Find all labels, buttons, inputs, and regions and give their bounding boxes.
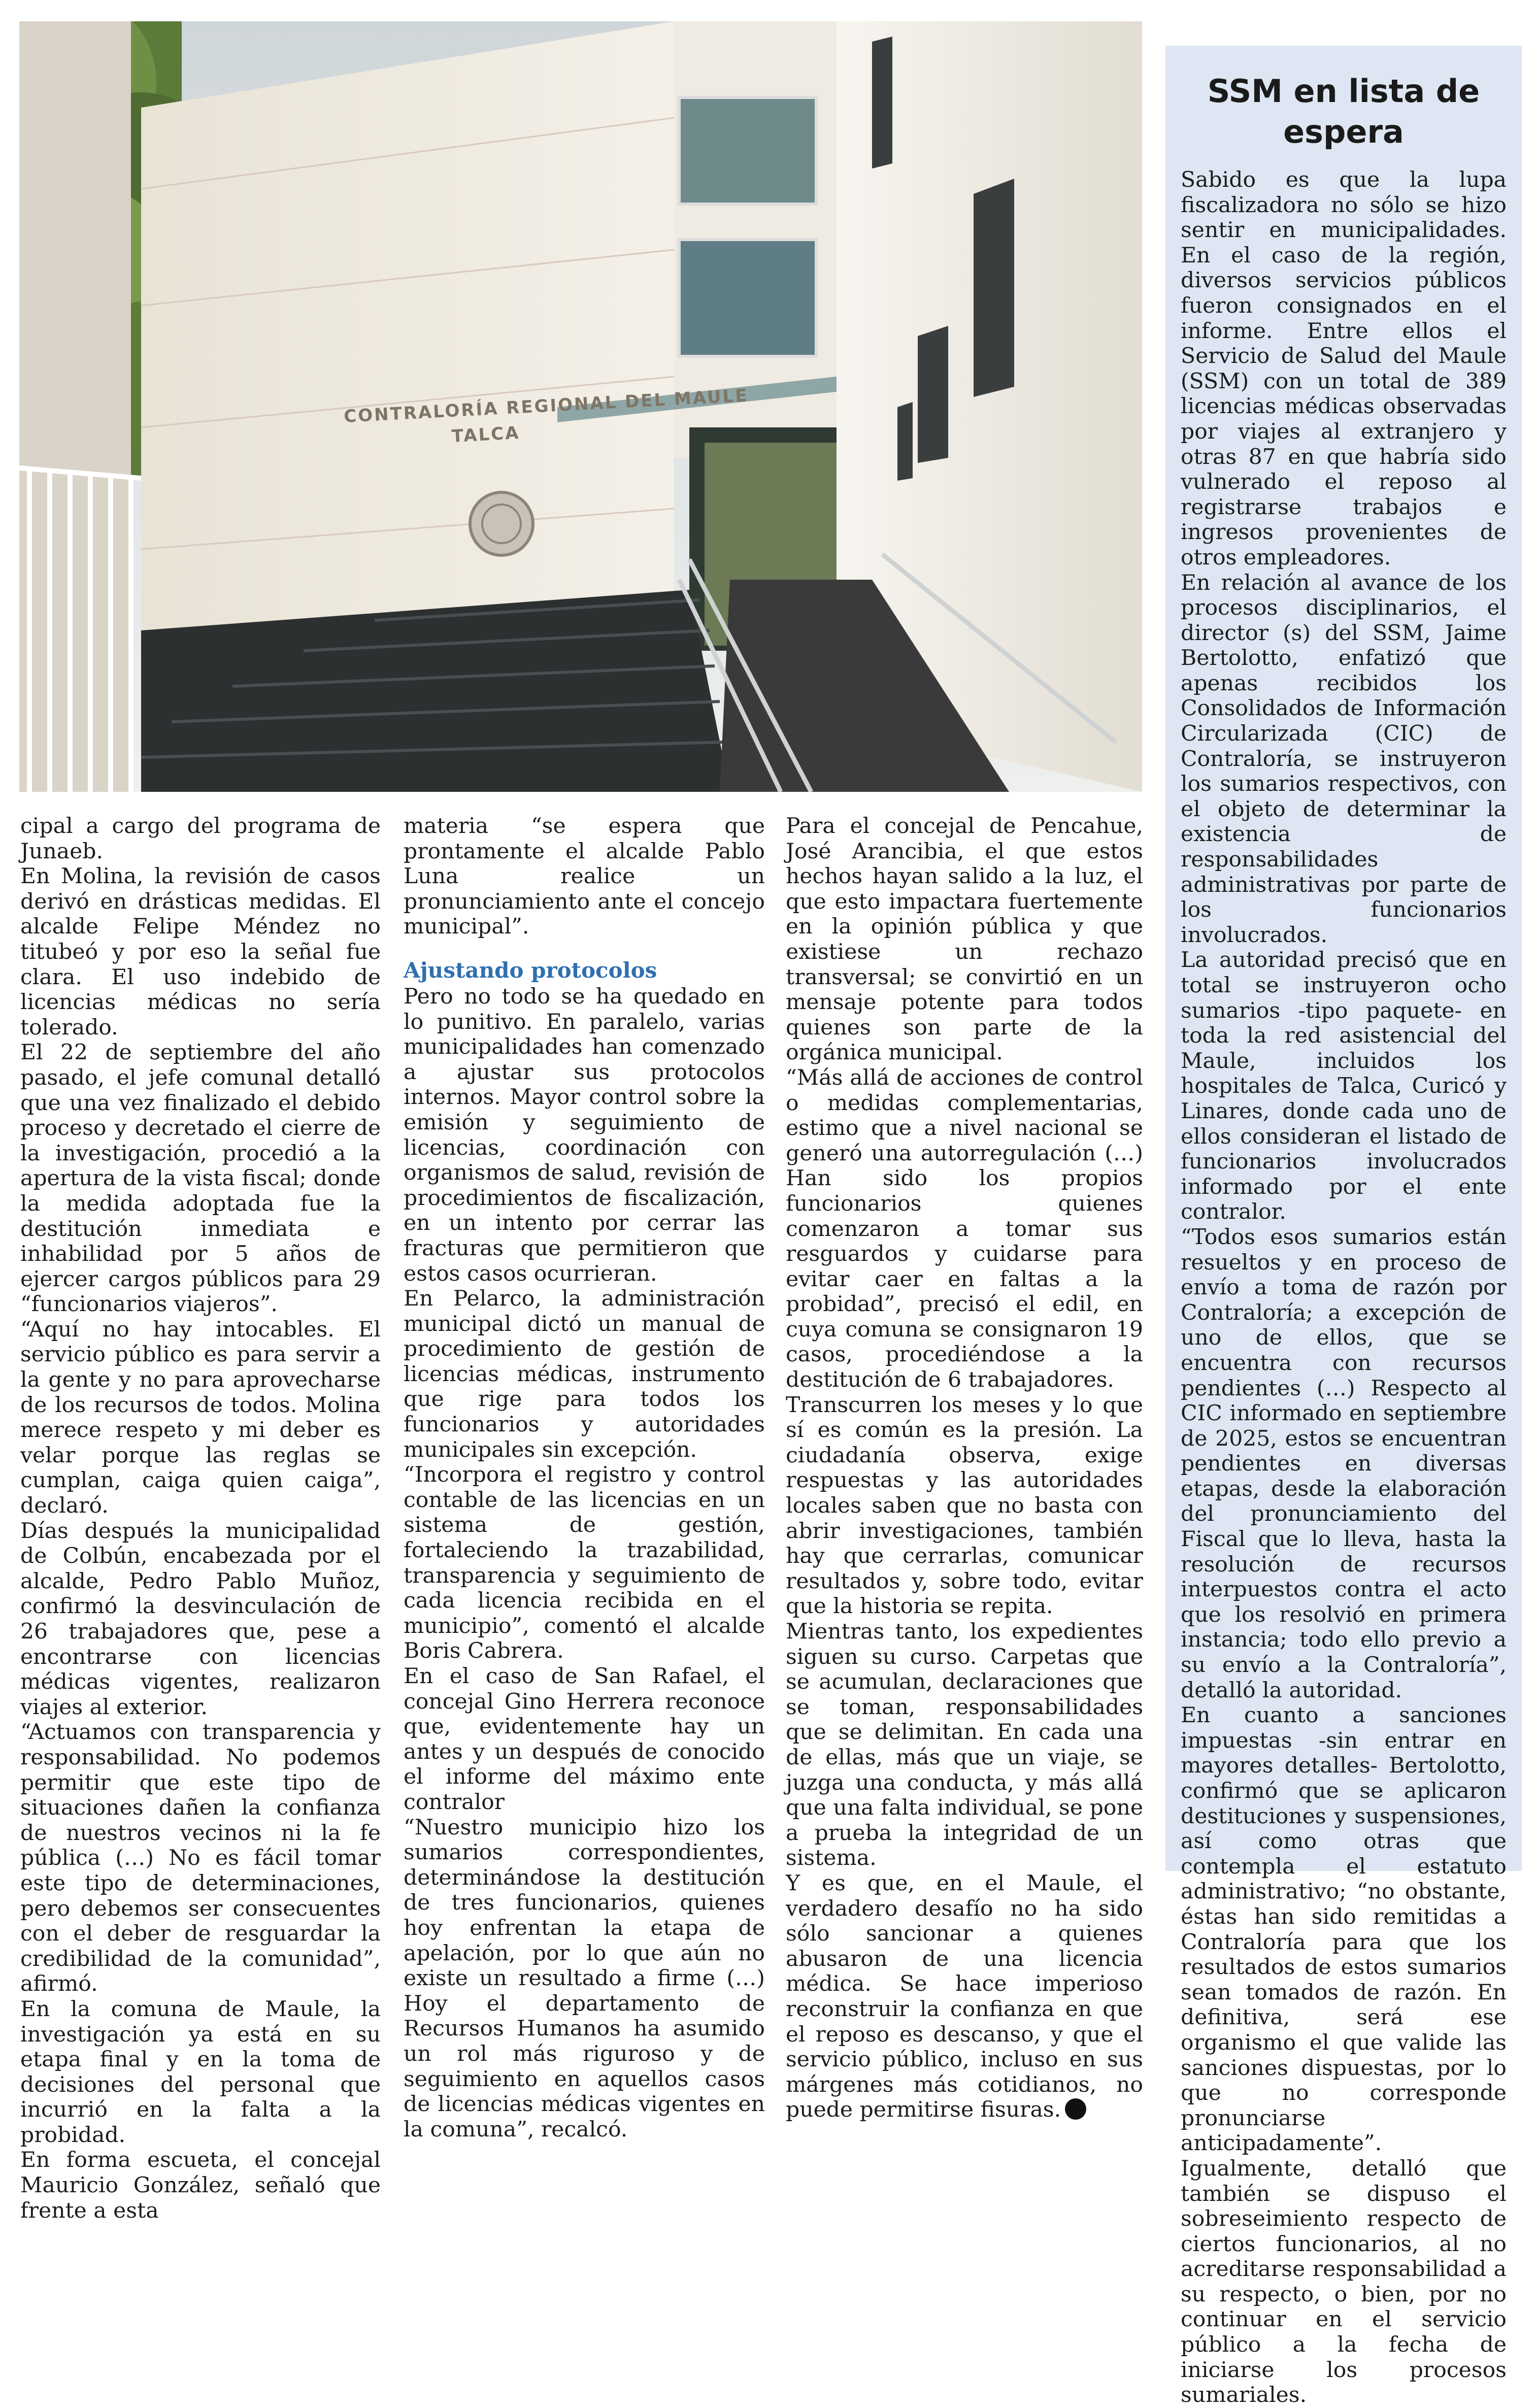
column-3 [786,814,1143,2123]
sidebar-title: SSM en lista de espera [1207,73,1480,150]
paragraph: “Nuestro municipio hizo los sumarios correspondientes, determinándose la destitución de tres funcionarios, quienes hoy enfrentan la etapa de apelación, por lo que aún no existe un resultado a firme (…) Hoy el departamento de Recursos Humanos ha asumido un rol más riguroso y de seguimiento en aquellos casos de licencias médicas vigentes en la comuna”, recalcó. [404,1815,765,2142]
paragraph: “Actuamos con transparencia y responsabilidad. No podemos permitir que este tipo de situaciones dañen la confianza de nuestros vecinos ni la fe pública (…) No es fácil tomar este tipo de determinaciones, pero debemos ser consecuentes con el deber de resguardar la credibilidad de la comunidad”, afirmó. [20,1720,381,1997]
sign-line1: CONTRALORÍA REGIONAL DEL MAULE [343,385,749,427]
subheading: Ajustando protocolos [404,957,657,983]
paragraph: Igualmente, detalló que también se dispuso el sobreseimiento respecto de ciertos funcionarios, al no acreditarse responsabilidad a su respecto, o bien, por no continuar en el servicio público a la fecha de iniciarse los procesos sumariales. [1181,2156,1507,2408]
paragraph: “Más allá de acciones de control o medidas complementarias, estimo que a nivel nacional se generó una autorregulación (…) Han sido los propios funcionarios quienes comenzaron a tomar sus resguardos y cuidarse para evitar caer en faltas a la probidad”, precisó el edil, en cuya comuna se consignaron 19 casos, procediéndose a la destitución de 6 trabajadores. [786,1065,1143,1393]
paragraph: “Aquí no hay intocables. El servicio público es para servir a la gente y no para aprovecharse de los recursos de todos. Molina merece respeto y mi deber es velar porque las reglas se cumplan, caiga quien caiga”, declaró. [20,1317,381,1519]
paragraph: Sabido es que la lupa fiscalizadora no sólo se hizo sentir en municipalidades. En el caso de la región, diversos servicios públicos fueron consignados en el informe. Entre ellos el Servicio de Salud del Maule (SSM) con un total de 389 licencias médicas observadas por viajes al extranjero y otras 87 en que habría sido vulnerado el reposo al registrarse trabajos e ingresos provenientes de otros empleadores. [1181,168,1507,570]
paragraph: Pero no todo se ha quedado en lo punitivo. En paralelo, varias municipalidades han comenzado a ajustar sus protocolos internos. Mayor control sobre la emisión y seguimiento de licencias, coordinación con organismos de salud, revisión de procedimientos de fiscalización, en un intento por cerrar las fracturas que permitieron que estos casos ocurrieran. [404,984,765,1286]
column-1 [20,814,381,2223]
paragraph: cipal a cargo del programa de Junaeb. [20,814,381,864]
paragraph: Transcurren los meses y lo que sí es común es la presión. La ciudadanía observa, exige respuestas y las autoridades locales saben que no basta con abrir investigaciones, también hay que cerrarlas, comunicar resultados y, sobre todo, evitar que la historia se repita. [786,1392,1143,1619]
building-photo [19,21,1142,792]
paragraph: Días después la municipalidad de Colbún, encabezada por el alcalde, Pedro Pablo Muñoz, confirmó la desvinculación de 26 trabajadores que, pese a encontrarse con licencias médicas vigentes, realizaron viajes al exterior. [20,1518,381,1720]
paragraph: En relación al avance de los procesos disciplinarios, el director (s) del SSM, Jaime Bertolotto, enfatizó que apenas recibidos los Consolidados de Información Circularizada (CIC) de Contraloría, se instruyeron los sumarios respectivos, con el objeto de determinar la existencia de responsabilidades administrativas por parte de los funcionarios involucrados. [1181,570,1507,948]
paragraph-text: Y es que, en el Maule, el verdadero desafío no ha sido sólo sancionar a quienes abusaron de una licencia médica. Se hace imperioso reconstruir la confianza en que el reposo es descanso, y que el servicio público, incluso en sus márgenes más cotidianos, no puede permitirse fisuras. [786,1870,1143,2123]
sidebar-body [1181,168,1507,2408]
paragraph [786,1871,1143,2123]
paragraph: “Todos esos sumarios están resueltos y en proceso de envío a toma de razón por Contraloría; a excepción de uno de ellos, que se encuentra con recursos pendientes (…) Respecto al CIC informado en septiembre de 2025, estos se encuentran pendientes en diversas etapas, desde la elaboración del pronunciamiento del Fiscal que lo lleva, hasta la resolución de recursos interpuestos contra el acto que los resolvió en primera instancia; todo ello previo a su envío a la Contraloría”, detalló la autoridad. [1181,1224,1507,1703]
paragraph: En cuanto a sanciones impuestas -sin entrar en mayores detalles- Bertolotto, confirmó que se aplicaron destituciones y suspensiones, así como otras que contempla el estatuto administrativo; “no obstante, éstas han sido remitidas a Contraloría para que los resultados de estos sumarios sean tomados de razón. En definitiva, será ese organismo el que valide las sanciones dispuestas, por lo que no corresponde pronunciarse anticipadamente”. [1181,1703,1507,2156]
end-of-article-icon [1065,2098,1086,2120]
paragraph: La autoridad precisó que en total se instruyeron ocho sumarios -tipo paquete- en toda la red asistencial del Maule, incluidos los hospitales de Talca, Curicó y Linares, donde cada uno de ellos consideran el listado de funcionarios involucrados informado por el ente contralor. [1181,948,1507,1225]
paragraph: En Pelarco, la administración municipal dictó un manual de procedimiento de gestión de licencias médicas, instrumento que rige para todos los funcionarios y autoridades municipales sin excepción. [404,1286,765,1462]
sign-line2: TALCA [451,422,521,447]
paragraph: El 22 de septiembre del año pasado, el jefe comunal detalló que una vez finalizado el debido proceso y decretado el cierre de la investigación, procedió a la apertura de la vista fiscal; donde la medida adoptada fue la destitución inmediata e inhabilidad por 5 años de ejercer cargos públicos para 29 “funcionarios viajeros”. [20,1040,381,1317]
paragraph: materia “se espera que prontamente el alcalde Pablo Luna realice un pronunciamiento ante el concejo municipal”. [404,814,765,940]
sidebar-box [1165,46,1522,2408]
paragraph: En el caso de San Rafael, el concejal Gino Herrera reconoce que, evidentemente hay un antes y un después de conocido el informe del máximo ente contralor [404,1664,765,1815]
paragraph: En Molina, la revisión de casos derivó en drásticas medidas. El alcalde Felipe Méndez no titubeó y por eso la señal fue clara. El uso indebido de licencias médicas no sería tolerado. [20,864,381,1040]
column-2 [404,814,765,2142]
paragraph: En forma escueta, el concejal Mauricio González, señaló que frente a esta [20,2148,381,2223]
paragraph: En la comuna de Maule, la investigación ya está en su etapa final y en la toma de decisiones del personal que incurrió en la falta a la probidad. [20,1996,381,2148]
paragraph: Mientras tanto, los expedientes siguen su curso. Carpetas que se acumulan, declaraciones que se toman, responsabilidades que se delimitan. En cada una de ellas, más que un viaje, se juzga una conducta, y más allá que una falta individual, se pone a prueba la integridad de un sistema. [786,1619,1143,1871]
building-illustration [19,21,1142,792]
paragraph: Para el concejal de Pencahue, José Arancibia, el que estos hechos hayan salido a la luz, el que esto impactara fuertemente en la opinión pública y que existiese un rechazo transversal; se convirtió en un mensaje potente para todos quienes son parte de la orgánica municipal. [786,814,1143,1065]
paragraph: “Incorpora el registro y control contable de las licencias en un sistema de gestión, fortaleciendo la trazabilidad, transparencia y seguimiento de cada licencia recibida en el municipio”, comentó el alcalde Boris Cabrera. [404,1462,765,1664]
